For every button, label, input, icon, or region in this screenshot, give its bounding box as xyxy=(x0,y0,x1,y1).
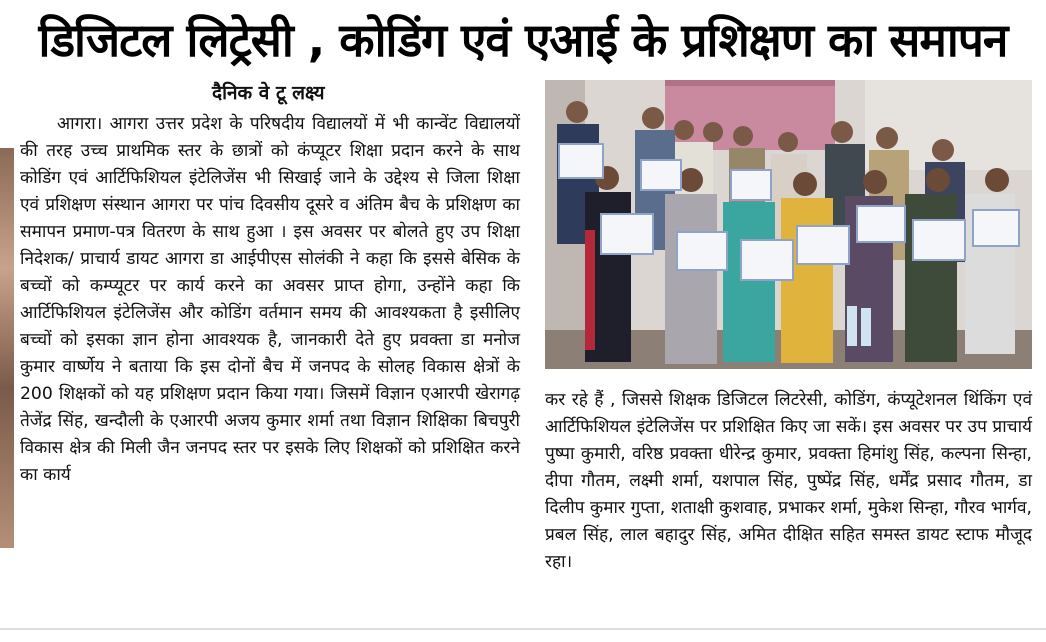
headline: डिजिटल लिट्रेसी , कोडिंग एवं एआई के प्रशिक्षण का समापन xyxy=(38,13,1008,67)
article-body-part-2: कर रहे हैं , जिससे शिक्षक डिजिटल लिटरेसी, कोडिंग, कंप्यूटेशनल थिंकिंग एवं आर्टिफिशियल इंटेलिजेंस पर प्रशिक्षित किए जा सकें। इस अवसर पर उप प्राचार्य पुष्पा कुमारी, वरिष्ठ प्रवक्ता धीरेन्द्र कुमार, प्रवक्ता हिमांशु सिंह, कल्पना सिन्हा, दीपा गौतम, लक्ष्मी शर्मा, यशपाल सिंह, पुष्पेंद्र सिंह, धर्मेंद्र प्रसाद गौतम, डा दिलीप कुमार गुप्ता, शताक्षी कुशवाह, प्रभाकर शर्मा, मुकेश सिन्हा, गौरव भार्गव, प्रबल सिंह, लाल बहादुर सिंह, अमित दीक्षित सहित समस्त डायट स्टाफ मौजूद रहा। xyxy=(545,390,1032,572)
article-body-part-1: आगरा। आगरा उत्तर प्रदेश के परिषदीय विद्यालयों में भी कान्वेंट विद्यालयों की तरह उच्च प्राथमिक स्तर के छात्रों को कंप्यूटर शिक्षा प्रदान करने के साथ कोडिंग एवं आर्टिफिशियल इंटेलिजेंस भी सिखाई जाने के उद्देश्य से जिला शिक्षा एवं प्रशिक्षण संस्थान आगरा पर पांच दिवसीय दूसरे व अंतिम बैच के प्रशिक्षण का समापन प्रमाण-पत्र वितरण के साथ हुआ । इस अवसर पर बोलते हुए उप शिक्षा निदेशक/ प्राचार्य डायट आगरा डा आईपीएस सोलंकी ने कहा कि इससे बेसिक के बच्चों को कम्प्यूटर पर कार्य करने का अवसर प्राप्त होगा, उन्होंने कहा कि आर्टिफिशियल इंटेलिजेंस और कोडिंग वर्तमान समय की आवश्यकता है इसीलिए बच्चों को इसका ज्ञान होना आवश्यक है, जानकारी देते हुए प्रवक्ता डा मनोज कुमार वार्ष्णेय ने बताया कि इस दोनों बैच में जनपद के सोलह विकास क्षेत्रों के 200 शिक्षकों को यह प्रशिक्षण प्रदान किया गया। जिसमें विज्ञान एआरपी खेरागढ़ तेजेंद्र सिंह, खन्दौली के एआरपी अजय कुमार शर्मा तथा विज्ञान शिक्षिका बिचपुरी विकास क्षेत्र की मिली जैन जनपद स्तर पर इसके लिए शिक्षकों को प्रशिक्षित करने का कार्य xyxy=(20,114,520,485)
byline: दैनिक वे टू लक्ष्य xyxy=(212,82,325,104)
article-column-right xyxy=(545,387,1032,576)
article-column-left xyxy=(20,111,520,489)
group-photo xyxy=(545,80,1032,369)
adjacent-photo-strip xyxy=(0,148,14,548)
page-divider xyxy=(0,628,1046,630)
